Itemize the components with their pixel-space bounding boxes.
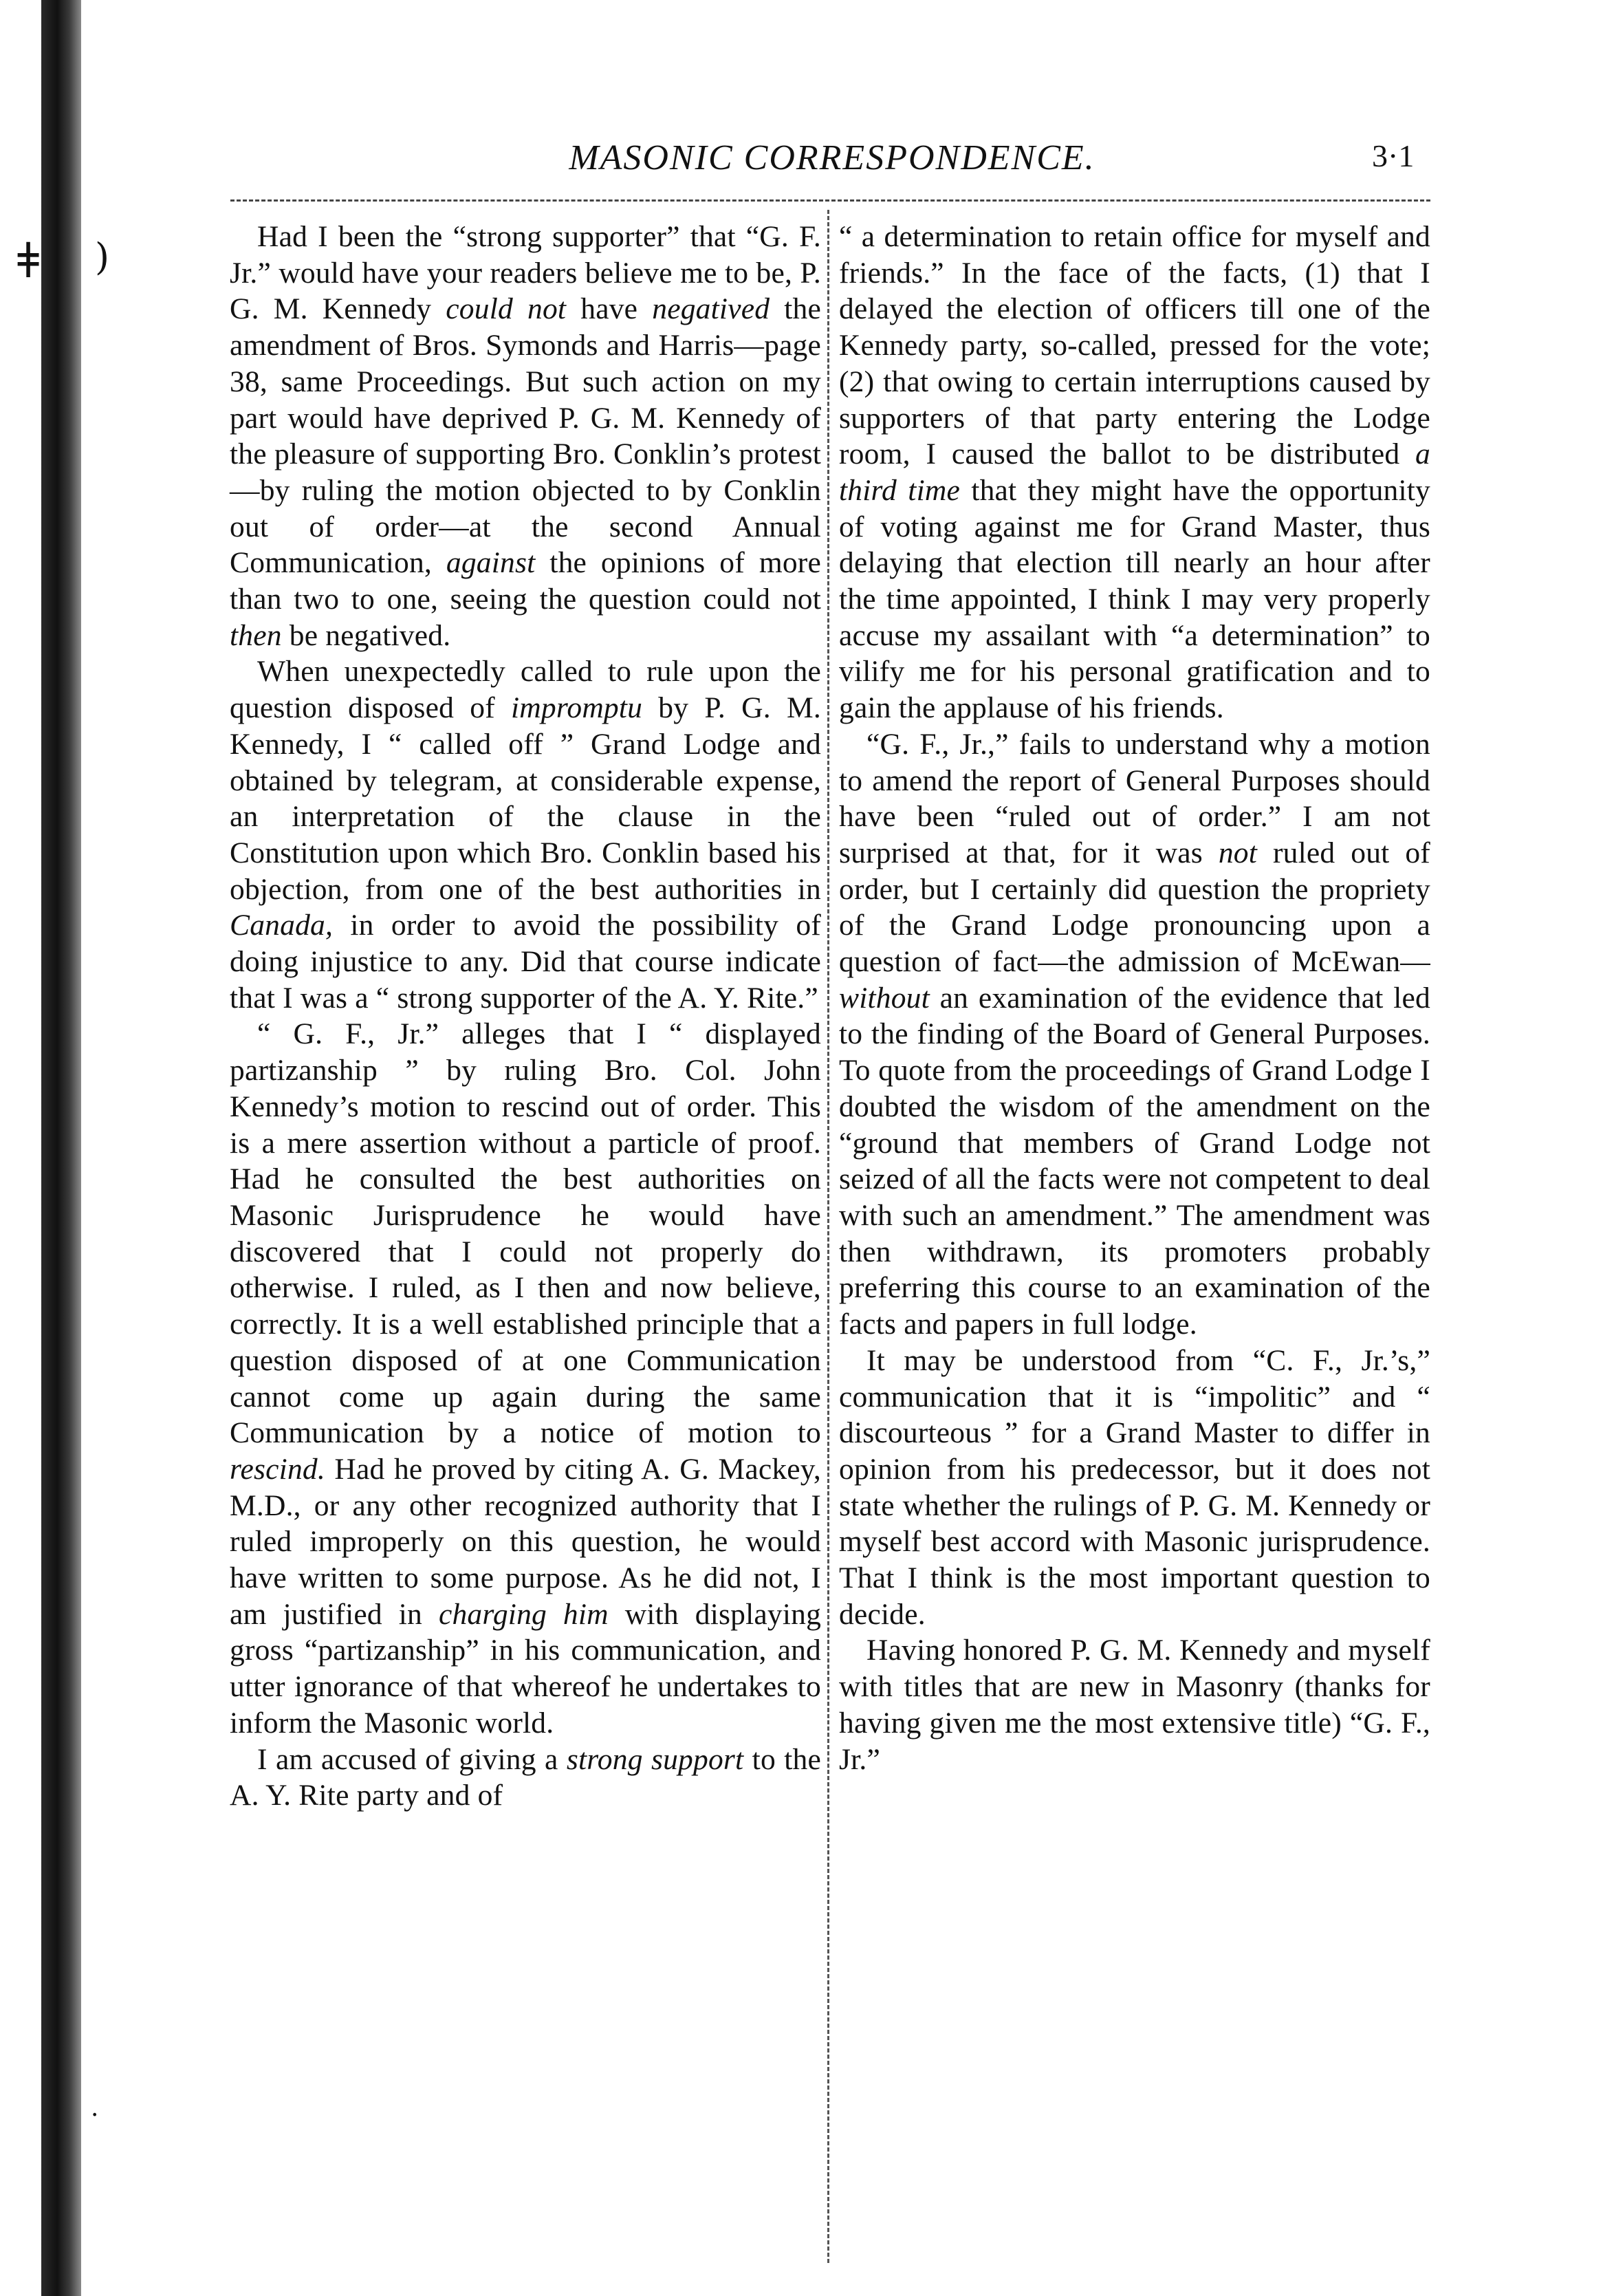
text-run: When unexpectedly called to rule upon the question disposed of [230, 655, 821, 725]
running-title: MASONIC CORRESPONDENCE. [569, 138, 1095, 177]
paragraph [839, 1343, 1430, 1633]
italic-text: charging him [438, 1597, 609, 1631]
italic-text: not [1218, 836, 1258, 869]
text-run: It may be understood from “C. F., Jr.’s,” communication that it is “impolitic” and “ discourteous ” for a Grand Master to differ in opinion from his predecessor, but it does not state whether the rulings of P. G. M. Kennedy or myself best accord with Masonic jurisprudence. That I think is the most important question to decide. [839, 1343, 1430, 1631]
italic-text: without [839, 981, 930, 1015]
text-run: the amendment of Bros. Symonds and Harris—page 38, same Proceedings. But such action on my part would have deprived P. G. M. Kennedy of the pleasure of supporting Bro. Conklin’s protest—by ruling the motion objected to by Conklin out of order—at the second Annual Communication, [230, 292, 821, 580]
margin-mark: ) [95, 235, 110, 279]
binding-edge [41, 0, 81, 2296]
margin-mark: · [91, 2101, 99, 2130]
paragraph [230, 1742, 821, 1814]
text-run: “ a determination to retain office for myself and friends.” In the face of the facts, (1) that I delayed the election of officers till one of the Kennedy party, so-called, pressed for the vote; (2) that owing to certain interruptions caused by supporters of that party entering the Lodge room, I caused the ballot to be distributed [839, 220, 1430, 471]
paragraph [230, 1016, 821, 1741]
page-number: 3·1 [1372, 138, 1415, 173]
italic-text: a third time [839, 437, 1430, 507]
italic-text: then [230, 618, 282, 652]
paragraph [230, 219, 821, 653]
left-column [230, 219, 821, 1814]
text-run: be negatived. [281, 618, 451, 652]
text-run: to the A. Y. Rite party and of [230, 1742, 821, 1812]
text-run: Having honored P. G. M. Kennedy and myself with titles that are new in Masonry (thanks for having given me the most extensive title) “G. F., Jr.” [839, 1634, 1430, 1776]
paragraph [839, 726, 1430, 1343]
text-run: Had he proved by citing A. G. Mackey, M.D., or any other recognized authority that I ruled improperly on this question, he would have written to some purpose. As he did not, I am justified in [230, 1452, 821, 1631]
text-run: have [566, 292, 653, 326]
italic-text: could not [446, 292, 567, 326]
text-run: that they might have the opportunity of voting against me for Grand Master, thus delaying that election till nearly an hour after the time appointed, I think I may very properly accuse my assailant with “a determination” to vilify me for his personal gratification and to gain the applause of his friends. [839, 473, 1430, 725]
text-run: “G. F., Jr.,” fails to understand why a motion to amend the report of General Purposes should have been “ruled out of order.” I am not surprised at that, for it was [839, 727, 1430, 869]
text-run: the opinions of more than two to one, seeing the question could not [230, 546, 821, 616]
text-run: Had I been the “strong supporter” that “G. F. Jr.” would have your readers believe me to be, P. G. M. Kennedy [230, 220, 821, 326]
italic-text: impromptu [511, 691, 643, 725]
paragraph [839, 1632, 1430, 1777]
text-run: with displaying gross “partizanship” in his communication, and utter ignorance of that whereof he undertakes to inform the Masonic world. [230, 1597, 822, 1740]
text-run: I am accused of giving a [257, 1742, 567, 1776]
paragraph [839, 219, 1430, 726]
paragraph [230, 653, 821, 1016]
italic-text: negatived [652, 292, 770, 326]
margin-mark: ǂ [17, 232, 40, 289]
text-run: an examination of the evidence that led to the finding of the Board of General Purposes. To quote from the proceedings of Grand Lodge I doubted the wisdom of the amendment on the “ground that members of Grand Lodge not seized of all the facts were not competent to deal with such an amendment.” The amendment was then withdrawn, its promoters probably preferring this course to an examination of the facts and papers in full lodge. [839, 981, 1430, 1341]
text-run: by P. G. M. Kennedy, I “ called off ” Grand Lodge and obtained by telegram, at considerable expense, an interpretation of the clause in the Constitution upon which Bro. Conklin based his objection, from one of the best authorities in [230, 691, 821, 906]
text-run: “ G. F., Jr.” alleges that I “ displayed partizanship ” by ruling Bro. Col. John Kennedy’s motion to rescind out of order. This is a mere assertion without a particle of proof. Had he consulted the best authorities on Masonic Jurisprudence he would have discovered that I could not properly do otherwise. I ruled, as I then and now believe, correctly. It is a well established principle that a question disposed of at one Communication cannot come up again during the same Communication by a notice of motion to [230, 1017, 821, 1450]
italic-text: Canada, [230, 909, 334, 942]
italic-text: strong support [566, 1742, 744, 1776]
header-rule [230, 199, 1430, 202]
right-column [839, 219, 1430, 1777]
column-divider [827, 210, 829, 2263]
italic-text: rescind. [230, 1452, 325, 1486]
text-run: in order to avoid the possibility of doing injustice to any. Did that course indicate that I was a “ strong supporter of the A. Y. Rite.” [230, 909, 821, 1015]
text-run: ruled out of order, but I certainly did question the propriety of the Grand Lodge pronouncing upon a question of fact—the admission of McEwan— [839, 836, 1430, 979]
italic-text: against [446, 546, 536, 580]
